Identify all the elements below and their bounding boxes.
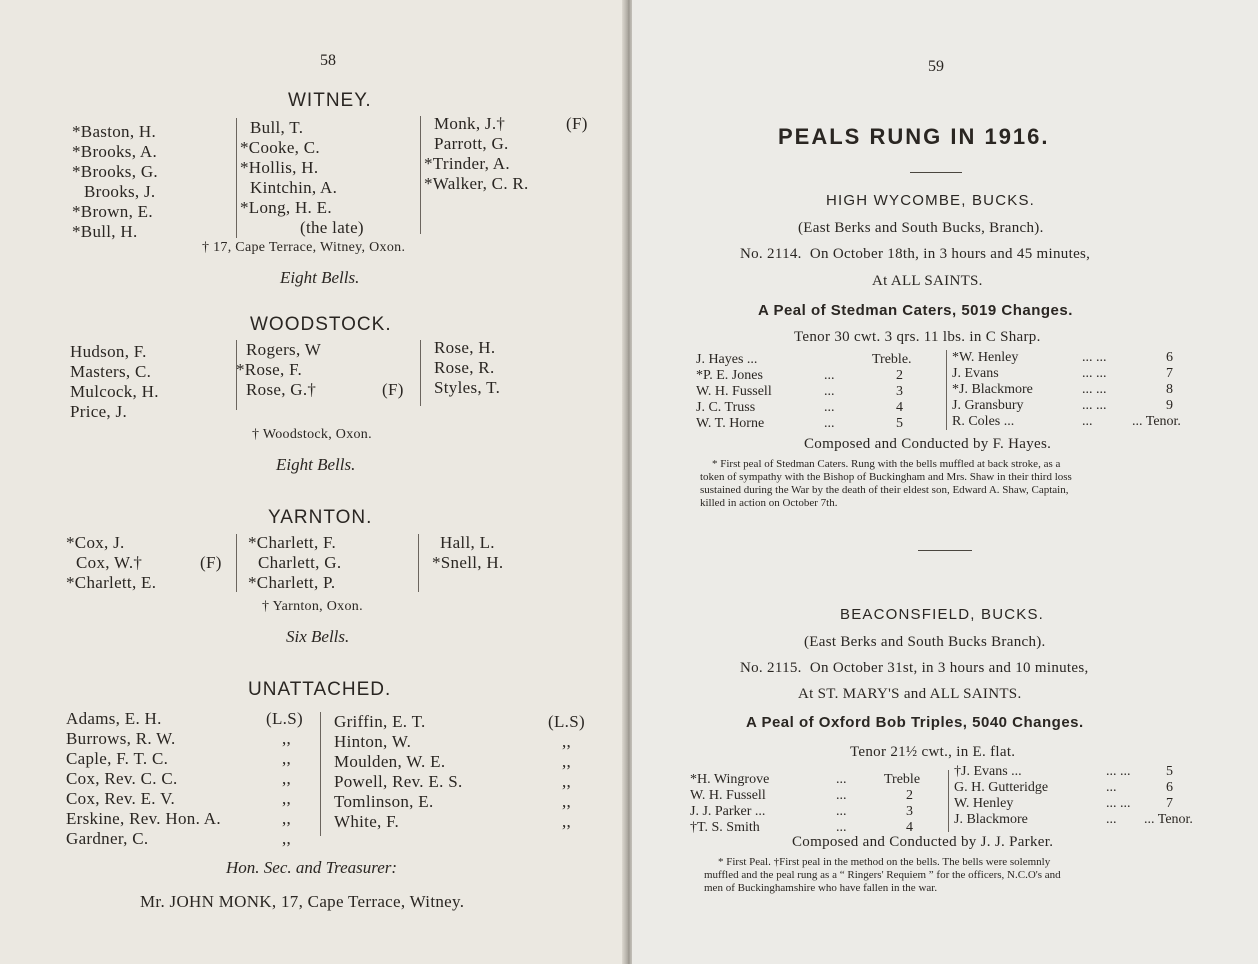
list-item: Moulden, W. E.	[334, 752, 446, 771]
left-page	[0, 0, 626, 964]
ditto-mark: ,,	[562, 732, 572, 751]
ringer-row: W. H. Fussell ... 3	[696, 384, 903, 399]
list-item: Rose, H.	[434, 338, 496, 357]
list-item: *Brooks, G.	[72, 162, 158, 181]
ditto-mark: ,,	[282, 809, 292, 828]
list-item: Hudson, F.	[70, 342, 147, 361]
peal-place: HIGH WYCOMBE, BUCKS.	[826, 192, 1036, 209]
list-item: Tomlinson, E.	[334, 792, 434, 811]
list-item: *Charlett, P.	[248, 573, 336, 592]
section-heading-unattached: UNATTACHED.	[248, 679, 392, 700]
ringer-row: W. H. Fussell ... 2	[690, 788, 913, 803]
ditto-mark: ,,	[282, 749, 292, 768]
ringer-row: J. J. Parker ... ... 3	[690, 804, 913, 819]
unattached-col2-marks	[548, 712, 585, 832]
peal-church: At ST. MARY'S and ALL SAINTS.	[798, 686, 1022, 702]
list-item: Price, J.	[70, 402, 127, 421]
ditto-mark: ,,	[562, 812, 572, 831]
female-mark: (F)	[382, 380, 404, 399]
witney-col1	[72, 122, 158, 242]
right-page	[632, 0, 1258, 964]
ringer-row: †T. S. Smith ... 4	[690, 820, 913, 835]
ringer-row: †J. Evans ... ... ... 5	[954, 764, 1173, 779]
peal-date: On October 31st, in 3 hours and 10 minutes,	[809, 660, 1089, 676]
bells-count: Six Bells.	[286, 627, 350, 646]
list-item: *Hollis, H.	[240, 158, 319, 177]
list-item: *Trinder, A.	[424, 154, 510, 173]
secretary-address: Mr. JOHN MONK, 17, Cape Terrace, Witney.	[140, 892, 465, 911]
peal-number-line	[740, 246, 1090, 263]
peal-conductor: Composed and Conducted by F. Hayes.	[804, 436, 1052, 452]
ringer-row: W. T. Horne ... 5	[696, 416, 903, 431]
list-item: Monk, J.†	[434, 114, 506, 133]
divider-rule	[910, 172, 962, 173]
list-item: Powell, Rev. E. S.	[334, 772, 463, 791]
female-mark: (F)	[566, 114, 588, 133]
yarnton-col2	[248, 533, 341, 593]
page-title: PEALS RUNG IN 1916.	[778, 124, 1050, 149]
ringer-row: R. Coles ... ... ... Tenor.	[952, 414, 1181, 429]
list-item: *Cox, J.	[66, 533, 125, 552]
list-item: Cox, Rev. C. C.	[66, 769, 178, 788]
list-item: Adams, E. H.	[66, 709, 162, 728]
ringer-row: *J. Blackmore ... ... 8	[952, 382, 1173, 397]
section-heading-woodstock: WOODSTOCK.	[250, 314, 392, 335]
list-item: Parrott, G.	[434, 134, 509, 153]
witney-col3	[424, 114, 529, 194]
peal-date: On October 18th, in 3 hours and 45 minutes,	[809, 246, 1091, 262]
list-item: Kintchin, A.	[250, 178, 338, 197]
column-divider	[320, 712, 321, 836]
list-item: White, F.	[334, 812, 400, 831]
page-number: 59	[928, 58, 944, 75]
peal-footnote	[704, 856, 1061, 895]
ditto-mark: (L.S)	[266, 709, 303, 728]
list-item: Rose, G.†	[246, 380, 317, 399]
list-item: Rose, R.	[434, 358, 495, 377]
peal-title: A Peal of Stedman Caters, 5019 Changes.	[758, 302, 1073, 319]
section-heading-yarnton: YARNTON.	[268, 507, 373, 528]
ditto-mark: ,,	[282, 769, 292, 788]
column-divider	[418, 534, 419, 592]
ditto-mark: ,,	[282, 789, 292, 808]
footnote-line: * First Peal. †First peal in the method on the bells. The bells were solemnly	[718, 856, 1051, 868]
ditto-mark: ,,	[562, 752, 572, 771]
ringers-left	[690, 772, 920, 836]
list-item: *Brown, E.	[72, 202, 153, 221]
list-item: *Long, H. E.	[240, 198, 332, 217]
yarnton-col1	[66, 533, 156, 593]
page-number: 58	[320, 52, 336, 69]
list-item: Cox, Rev. E. V.	[66, 789, 176, 808]
ringer-row: W. Henley ... ... 7	[954, 796, 1173, 811]
ringer-row: J. Gransbury ... ... 9	[952, 398, 1173, 413]
ditto-mark: ,,	[282, 829, 292, 848]
female-mark: (F)	[200, 553, 222, 572]
unattached-col1-marks	[266, 709, 303, 849]
list-item: (the late)	[300, 218, 364, 237]
list-item: Rogers, W	[246, 340, 322, 359]
list-item: *Charlett, E.	[66, 573, 157, 592]
secretary-label: Hon. Sec. and Treasurer:	[226, 858, 398, 877]
peal-tenor: Tenor 30 cwt. 3 qrs. 11 lbs. in C Sharp.	[794, 329, 1041, 345]
list-item: Charlett, G.	[258, 553, 342, 572]
ditto-mark: (L.S)	[548, 712, 585, 731]
yarnton-col3	[432, 533, 503, 573]
footnote-line: token of sympathy with the Bishop of Buckingham and Mrs. Shaw in their third loss	[700, 471, 1072, 483]
footnote-line: sustained during the War by the death of their eldest son, Edward A. Shaw, Captain,	[700, 484, 1069, 496]
witney-col2	[240, 118, 364, 238]
woodstock-col1	[70, 342, 159, 422]
unattached-col2	[334, 712, 463, 832]
list-item: *Rose, F.	[236, 360, 303, 379]
woodstock-col3	[434, 338, 500, 398]
ringer-row: J. Hayes ... Treble.	[696, 352, 912, 367]
ringer-row: J. C. Truss ... 4	[696, 400, 903, 415]
column-divider	[948, 770, 949, 832]
footnote-line: men of Buckinghamshire who have fallen in the war.	[704, 882, 938, 894]
ringer-row: J. Evans ... ... 7	[952, 366, 1173, 381]
footnote-line: killed in action on October 7th.	[700, 497, 838, 509]
list-item: Gardner, C.	[66, 829, 149, 848]
list-item: Cox, W.†	[76, 553, 143, 572]
ditto-mark: ,,	[282, 729, 292, 748]
list-item: Masters, C.	[70, 362, 152, 381]
list-item: Griffin, E. T.	[334, 712, 426, 731]
ditto-mark: ,,	[562, 792, 572, 811]
list-item: *Brooks, A.	[72, 142, 158, 161]
ditto-mark: ,,	[562, 772, 572, 791]
ringers-right	[952, 350, 1181, 430]
section-heading-witney: WITNEY.	[288, 90, 372, 111]
woodstock-col2	[236, 340, 321, 400]
list-item: *Baston, H.	[72, 122, 157, 141]
peal-conductor: Composed and Conducted by J. J. Parker.	[792, 834, 1054, 850]
bells-count: Eight Bells.	[280, 268, 360, 287]
bells-count: Eight Bells.	[276, 455, 356, 474]
list-item: Mulcock, H.	[70, 382, 159, 401]
list-item: *Charlett, F.	[248, 533, 337, 552]
column-divider	[236, 118, 237, 238]
address-line: † Woodstock, Oxon.	[252, 427, 372, 442]
ringers-left	[696, 352, 912, 432]
address-line: † Yarnton, Oxon.	[262, 599, 363, 614]
list-item: Erskine, Rev. Hon. A.	[66, 809, 221, 828]
list-item: Styles, T.	[434, 378, 501, 397]
ringer-row: J. Blackmore ... ... Tenor.	[954, 812, 1193, 827]
footnote-line: muffled and the peal rung as a “ Ringers' Requiem ” for the officers, N.C.O's and	[704, 869, 1061, 881]
peal-number: No. 2114.	[740, 246, 802, 262]
column-divider	[420, 116, 421, 234]
ringer-row: *P. E. Jones ... 2	[696, 368, 903, 383]
list-item: Hall, L.	[440, 533, 495, 552]
peal-title: A Peal of Oxford Bob Triples, 5040 Changes.	[746, 714, 1084, 731]
list-item: Caple, F. T. C.	[66, 749, 169, 768]
list-item: *Snell, H.	[432, 553, 504, 572]
peal-church: At ALL SAINTS.	[872, 273, 983, 289]
list-item: *Cooke, C.	[240, 138, 320, 157]
peal-footnote	[700, 458, 1072, 510]
peal-tenor: Tenor 21½ cwt., in E. flat.	[850, 744, 1016, 760]
footnote-line: * First peal of Stedman Caters. Rung with the bells muffled at back stroke, as a	[712, 458, 1061, 470]
list-item: Burrows, R. W.	[66, 729, 176, 748]
column-divider	[946, 350, 947, 430]
ringers-right	[954, 764, 1193, 828]
peal-number: No. 2115.	[740, 660, 802, 676]
list-item: Brooks, J.	[84, 182, 156, 201]
peal-number-line	[740, 660, 1089, 677]
address-line: † 17, Cape Terrace, Witney, Oxon.	[202, 240, 406, 255]
ringer-row: *H. Wingrove ... Treble	[690, 772, 921, 787]
column-divider	[420, 340, 421, 406]
ringer-row: *W. Henley ... ... 6	[952, 350, 1173, 365]
unattached-col1	[66, 709, 221, 849]
column-divider	[236, 534, 237, 592]
list-item: Hinton, W.	[334, 732, 412, 751]
ringer-row: G. H. Gutteridge ... 6	[954, 780, 1173, 795]
peal-place: BEACONSFIELD, BUCKS.	[840, 606, 1045, 623]
list-item: *Walker, C. R.	[424, 174, 529, 193]
peal-branch: (East Berks and South Bucks, Branch).	[798, 220, 1044, 236]
list-item: Bull, T.	[250, 118, 304, 137]
peal-branch: (East Berks and South Bucks Branch).	[804, 634, 1046, 650]
list-item: *Bull, H.	[72, 222, 138, 241]
divider-rule	[918, 550, 972, 551]
